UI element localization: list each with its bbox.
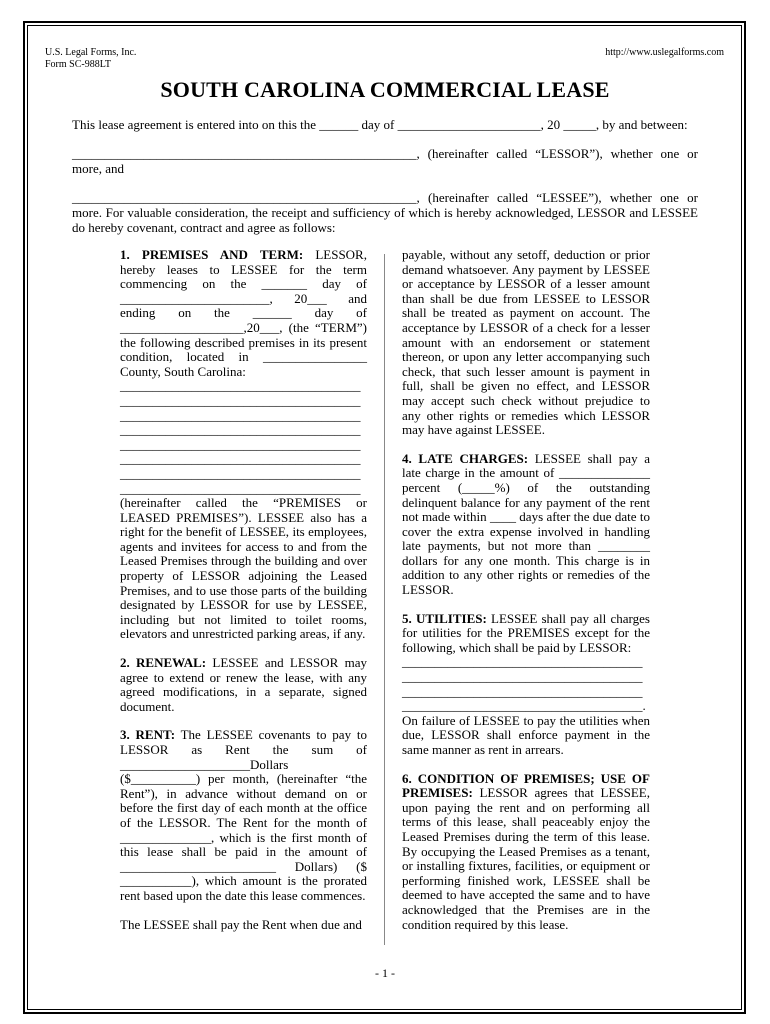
section-text: LESSEE shall pay all charges for utilities for the PREMISES except for the following, which shall be paid by LESSOR: [402,610,650,655]
blank-line: _____________________________________ [120,422,361,438]
section-heading: 2. RENEWAL: [120,655,207,671]
blank-line: _____________________________________ [120,392,361,408]
rent-continuation: The LESSEE shall pay the Rent when due and [120,916,362,932]
document-title: SOUTH CAROLINA COMMERCIAL LEASE [160,77,610,102]
utilities-failure-paragraph: On failure of LESSEE to pay the utilities when due, LESSOR shall enforce payment in the same manner as rent in arrears. [402,712,650,757]
column-divider [384,254,385,945]
section-text: LESSOR agrees that LESSEE, upon paying the rent and on performing all terms of this lease, shall peaceably enjoy the Leased Premises during the term of this lease. By occupying the Leased Premises as a tenant, or installing fixtures, facilities, or equipment or performing finished work, LESSEE shall be deemed to have accepted the same and to have acknowledged that the Premises are in the condition required by this lease. [402,785,650,932]
blank-line: _____________________________________ [120,480,361,496]
premises-description-lines [120,379,367,496]
section-heading: 3. RENT: [120,727,176,743]
blank-line: _____________________________________ [120,451,361,467]
intro-date-line: This lease agreement is entered into on this the ______ day of ______________________, 20 _____, by and between: [72,117,688,132]
section-text: LESSEE shall pay a late charge in the amount of ______________ percent (_____%) of the outstanding delinquent balance for any payment of the rent not made within ____ days after the due date to cover the extra expense involved in handling late payments, but not more than ________ dollars for any one month. This charge is in addition to any other rights or remedies of the LESSOR. [402,450,650,598]
source-url[interactable]: http://www.uslegalforms.com [605,47,724,58]
section-late-charges [402,452,650,598]
section-renewal [120,656,367,714]
section-text: LESSOR, hereby leases to LESSEE for the term commencing on the _______ day of _______________________, 20___ and ending on the ______ day of ___________________,20___, (the “TERM”) the following described premises in its present condition, located in ________________ County, South Carolina: [120,247,367,379]
section-text: LESSEE and LESSOR may agree to extend or renew the lease, with any agreed modifications, in a separate, signed document. [120,655,367,714]
blank-line: _____________________________________ [120,378,361,394]
right-column [402,248,650,932]
section-heading: 4. LATE CHARGES: [402,450,529,466]
rent-payment-continued: payable, without any setoff, deduction or prior demand whatsoever. Any payment by LESSEE or acceptance by LESSOR of a lesser amount than shall be due from LESSEE to LESSOR shall be treated as payment on account. The acceptance by LESSOR of a check for a lesser amount with an endorsement or statement thereon, or upon any letter accompanying such check, that such lesser amount is payment in full, shall be given no effect, and LESSOR may accept such check without prejudice to any other rights or remedies which LESSOR may have against LESSEE. [402,247,650,438]
section-utilities [402,612,650,656]
section-heading: 5. UTILITIES: [402,610,487,626]
blank-line: _____________________________________. [402,698,646,714]
section-rent [120,728,367,903]
intro-lessor-paragraph: _____________________________________________________, (hereinafter called “LESSOR”), whether one or more, and [72,146,698,176]
form-id: Form SC-988LT [45,59,112,70]
company-name: U.S. Legal Forms, Inc. [45,47,137,58]
blank-line: _____________________________________ [120,407,361,423]
section-heading: 1. PREMISES AND TERM: [120,247,304,262]
section-text: The LESSEE covenants to pay to LESSOR as Rent the sum of ____________________Dollars ($__________) per month, (hereinafter “the Rent”), in advance without demand on or before the first day of each month at the office of the LESSOR. The Rent for the month of ______________, which is the first month of this lease shall be paid in the amount of ________________________ Dollars) ($ ___________), which amount is the prorated rent based upon the date this lease commences. [120,727,367,903]
premises-access-paragraph: (hereinafter called the “PREMISES or LEASED PREMISES”). LESSEE also has a right for the benefit of LESSEE, its employees, agents and invitees for access to and from the Leased Premises through the building and over property of LESSOR adjoining the Leased Premises, and to use those parts of the building designated by LESSOR for use by LESSEE, including but not limited to toilet rooms, elevators and unrestricted parking areas, if any. [120,495,367,642]
section-premises-and-term [120,248,367,379]
left-column [120,248,367,932]
form-header-left [45,47,136,71]
intro-lessee-paragraph: _____________________________________________________, (hereinafter called “LESSEE”), whether one or more. For valuable consideration, the receipt and sufficiency of which is hereby acknowledged, LESSOR and LESSEE do hereby covenant, contract and agree as follows: [72,190,698,235]
blank-line: _____________________________________ [120,436,361,452]
utilities-exception-lines [402,655,650,713]
blank-line: _____________________________________ [120,465,361,481]
page-number: - 1 - [375,966,395,980]
section-heading: 6. CONDITION OF PREMISES; USE OF PREMISES: [402,770,650,801]
blank-line: _____________________________________ [402,683,643,699]
blank-line: _____________________________________ [402,669,643,685]
section-condition-of-premises [402,772,650,933]
blank-line: _____________________________________ [402,654,643,670]
